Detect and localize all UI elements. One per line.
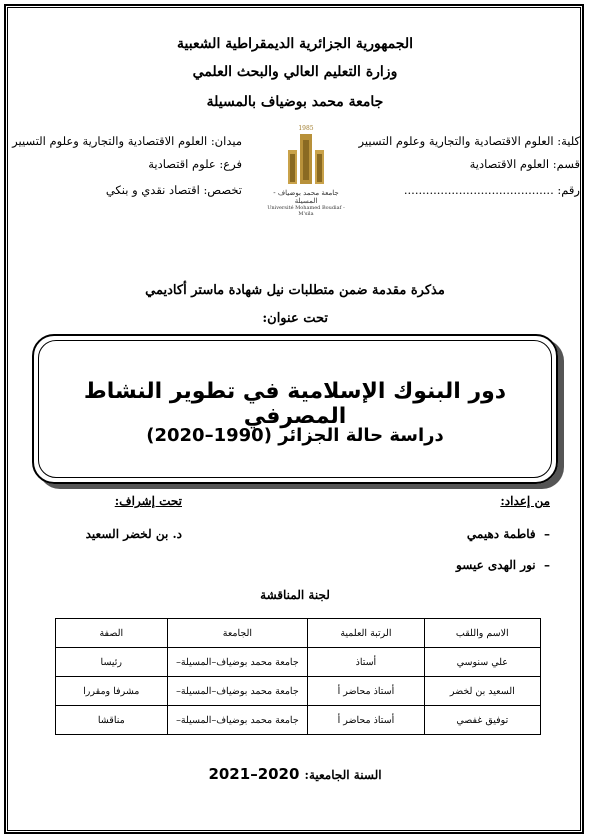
committee-title: لجنة المناقشة (260, 588, 330, 602)
table-cell: السعيد بن لخضر (424, 677, 540, 706)
university-name: جامعة محمد بوضياف بالمسيلة (206, 94, 384, 110)
academic-year-value: 2020–2021 (208, 765, 300, 783)
logo-year: 1985 (298, 125, 314, 132)
department-label: قسم: (552, 157, 580, 171)
student-item-1: – فاطمة دهيمي (466, 527, 550, 541)
prepared-by-label: من إعداد: (500, 494, 550, 508)
table-cell: رئيسا (56, 648, 168, 677)
academic-year-label: السنة الجامعية: (304, 768, 382, 782)
specialty-label: تخصص: (203, 183, 242, 197)
specialty-line (106, 183, 242, 197)
column-header: الجامعة (167, 619, 308, 648)
academic-year-line (0, 764, 590, 783)
branch-line (148, 157, 242, 171)
table-cell: أستاذ محاضر أ (308, 706, 424, 735)
table-cell: مشرفا ومقررا (56, 677, 168, 706)
table-cell: جامعة محمد بوضياف–المسيلة– (167, 648, 308, 677)
branch-value: علوم اقتصادية (148, 157, 216, 171)
department-line (470, 157, 580, 171)
student-item-2: – نور الهدى عيسو (456, 558, 550, 572)
faculty-line (359, 134, 580, 148)
thesis-title: دور البنوك الإسلامية في تطوير النشاط المصرفي (83, 379, 507, 429)
thesis-title-box (32, 334, 558, 484)
supervision-label: تحت إشراف: (114, 494, 182, 508)
under-title-label: تحت عنوان: (262, 311, 328, 326)
field-line (12, 134, 242, 148)
table-cell: توفيق غفصي (424, 706, 540, 735)
tower-icon (286, 132, 326, 184)
table-row (56, 706, 541, 735)
column-header: الصفة (56, 619, 168, 648)
memo-line: مذكرة مقدمة ضمن متطلبات نيل شهادة ماستر أكاديمي (145, 283, 445, 298)
table-cell: أستاذ محاضر أ (308, 677, 424, 706)
faculty-label: كلية: (557, 134, 580, 148)
number-value: ......................................... (403, 183, 554, 197)
faculty-value: العلوم الاقتصادية والتجارية وعلوم التسيير (358, 134, 554, 148)
field-label: ميدان: (210, 134, 242, 148)
number-line (404, 183, 580, 197)
table-cell: أستاذ (308, 648, 424, 677)
table-cell: جامعة محمد بوضياف–المسيلة– (167, 706, 308, 735)
logo-name-ar: جامعة محمد بوضياف - المسيلة (273, 189, 339, 205)
thesis-subtitle: دراسة حالة الجزائر (1990–2020) (146, 425, 444, 446)
table-row (56, 648, 541, 677)
number-label: رقم: (557, 183, 580, 197)
table-header-row (56, 619, 541, 648)
logo-name-en: Université Mohamed Boudiaf - M'sila (267, 205, 345, 217)
specialty-value: اقتصاد نقدي و بنكي (105, 183, 200, 197)
table-row (56, 677, 541, 706)
university-logo (262, 125, 350, 215)
table-cell: مناقشا (56, 706, 168, 735)
table-cell: جامعة محمد بوضياف–المسيلة– (167, 677, 308, 706)
republic-name: الجمهورية الجزائرية الديمقراطية الشعبية (176, 36, 413, 52)
committee-table (55, 618, 541, 735)
ministry-name: وزارة التعليم العالي والبحث العلمي (192, 64, 398, 80)
table-cell: علي سنوسي (424, 648, 540, 677)
column-header: الرتبة العلمية (308, 619, 424, 648)
field-value: العلوم الاقتصادية والتجارية وعلوم التسيير (12, 134, 208, 148)
supervisor-name: د. بن لخضر السعيد (85, 527, 182, 541)
branch-label: فرع: (219, 157, 242, 171)
column-header: الاسم واللقب (424, 619, 540, 648)
student-name: فاطمة دهيمي (466, 527, 536, 541)
student-name: نور الهدى عيسو (456, 558, 536, 572)
department-value: العلوم الاقتصادية (469, 157, 550, 171)
